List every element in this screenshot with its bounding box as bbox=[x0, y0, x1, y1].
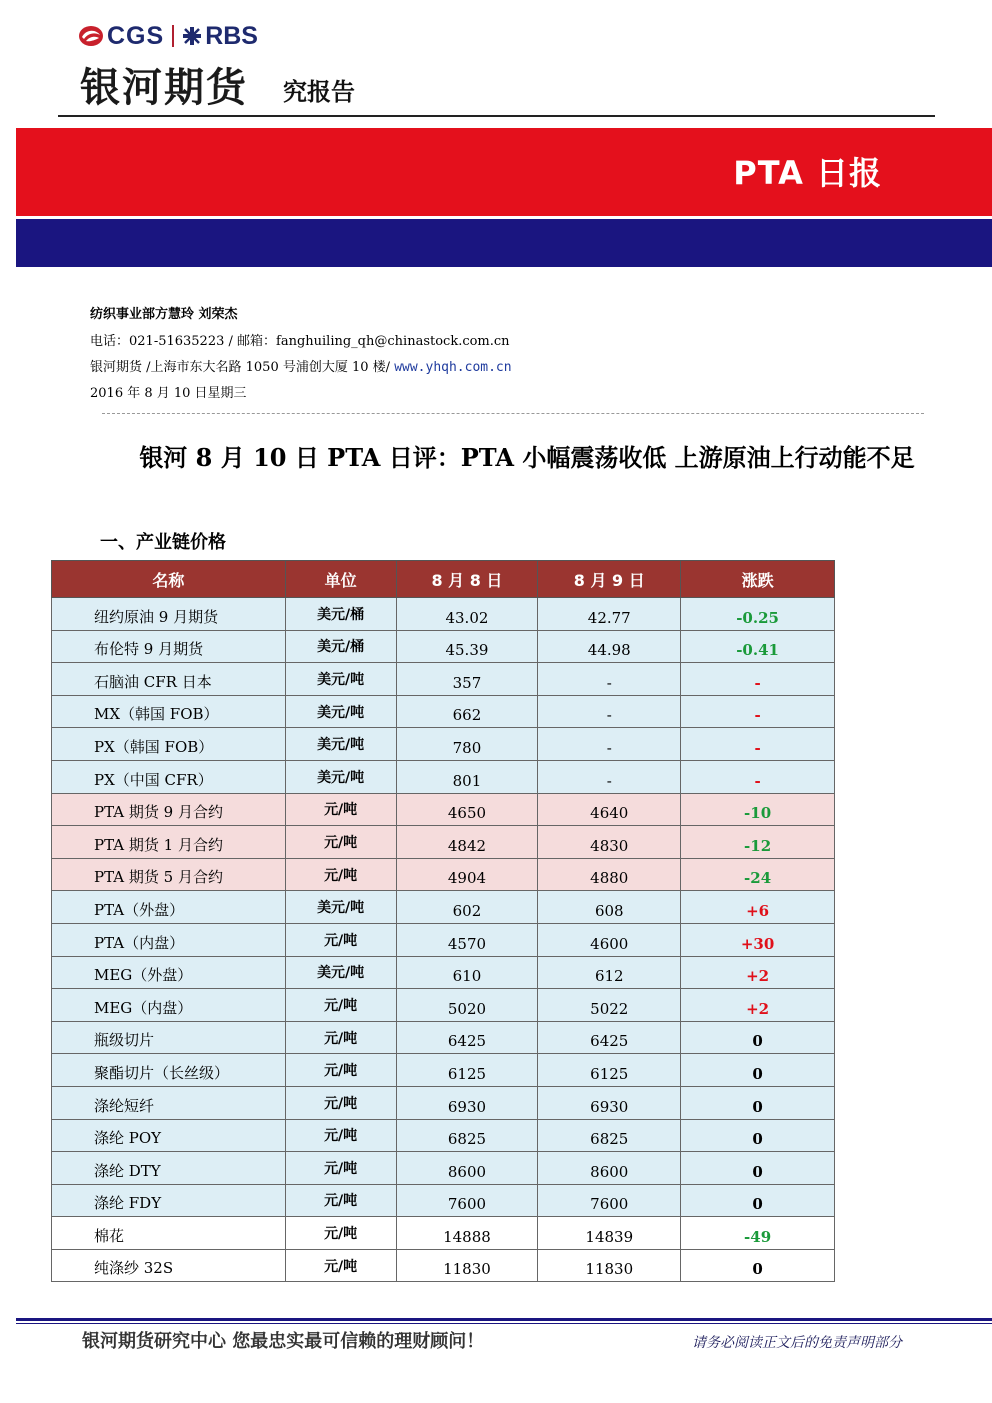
cell-date2-value: 4640 bbox=[538, 793, 681, 826]
cell-date1-value: 4570 bbox=[396, 923, 538, 956]
cell-date1-value: 801 bbox=[396, 760, 538, 793]
cell-date1-value: 780 bbox=[396, 728, 538, 761]
cell-unit: 美元/吨 bbox=[285, 956, 396, 989]
cell-name: PTA 期货 9 月合约 bbox=[52, 793, 286, 826]
cell-name: 涤纶短纤 bbox=[52, 1086, 286, 1119]
cell-change: 0 bbox=[681, 1086, 835, 1119]
cgs-swirl-icon bbox=[78, 24, 104, 48]
table-row bbox=[52, 630, 835, 663]
cell-date2-value: 4830 bbox=[538, 826, 681, 859]
cell-date2-value: 44.98 bbox=[538, 630, 681, 663]
website-link[interactable]: www.yhqh.com.cn bbox=[394, 360, 512, 375]
cell-date2-value: 6125 bbox=[538, 1054, 681, 1087]
cell-change: 0 bbox=[681, 1119, 835, 1152]
cell-name: MEG（内盘） bbox=[52, 989, 286, 1022]
cell-date2-value: 608 bbox=[538, 891, 681, 924]
cell-unit: 美元/吨 bbox=[285, 760, 396, 793]
address-text: 银河期货 /上海市东大名路 1050 号浦创大厦 10 楼/ bbox=[90, 360, 395, 375]
header-name: 名称 bbox=[52, 561, 286, 598]
table-row bbox=[52, 1021, 835, 1054]
cell-date2-value: 6425 bbox=[538, 1021, 681, 1054]
table-row bbox=[52, 1184, 835, 1217]
rbs-mark-icon bbox=[182, 26, 202, 46]
cell-date2-value: 11830 bbox=[538, 1249, 681, 1282]
cell-name: PX（韩国 FOB） bbox=[52, 728, 286, 761]
cell-change: - bbox=[681, 760, 835, 793]
cell-change: 0 bbox=[681, 1249, 835, 1282]
report-title: PTA 日报 bbox=[733, 154, 882, 192]
cell-date2-value: - bbox=[538, 760, 681, 793]
cell-date1-value: 357 bbox=[396, 663, 538, 696]
cell-date1-value: 6930 bbox=[396, 1086, 538, 1119]
cell-name: PTA（内盘） bbox=[52, 923, 286, 956]
cell-date1-value: 43.02 bbox=[396, 598, 538, 631]
cell-name: 涤纶 POY bbox=[52, 1119, 286, 1152]
cell-unit: 美元/吨 bbox=[285, 891, 396, 924]
cell-change: -49 bbox=[681, 1217, 835, 1250]
table-row bbox=[52, 989, 835, 1022]
cell-date1-value: 45.39 bbox=[396, 630, 538, 663]
cell-unit: 元/吨 bbox=[285, 1054, 396, 1087]
cell-change: -0.25 bbox=[681, 598, 835, 631]
price-table-body bbox=[52, 598, 835, 1282]
cell-name: 布伦特 9 月期货 bbox=[52, 630, 286, 663]
table-row bbox=[52, 1217, 835, 1250]
header-unit: 单位 bbox=[285, 561, 396, 598]
cell-change: 0 bbox=[681, 1184, 835, 1217]
cell-date1-value: 11830 bbox=[396, 1249, 538, 1282]
cell-unit: 元/吨 bbox=[285, 923, 396, 956]
cell-name: 石脑油 CFR 日本 bbox=[52, 663, 286, 696]
cell-name: PTA 期货 5 月合约 bbox=[52, 858, 286, 891]
cell-name: PX（中国 CFR） bbox=[52, 760, 286, 793]
cell-date1-value: 14888 bbox=[396, 1217, 538, 1250]
cell-name: PTA（外盘） bbox=[52, 891, 286, 924]
cell-date2-value: 8600 bbox=[538, 1152, 681, 1185]
cell-date2-value: 6825 bbox=[538, 1119, 681, 1152]
cell-change: - bbox=[681, 728, 835, 761]
cell-unit: 元/吨 bbox=[285, 989, 396, 1022]
table-row bbox=[52, 793, 835, 826]
cell-date2-value: 7600 bbox=[538, 1184, 681, 1217]
cell-name: 纽约原油 9 月期货 bbox=[52, 598, 286, 631]
cell-name: 棉花 bbox=[52, 1217, 286, 1250]
cell-name: 聚酯切片（长丝级） bbox=[52, 1054, 286, 1087]
price-table bbox=[51, 560, 835, 1282]
table-row bbox=[52, 598, 835, 631]
cell-date2-value: 612 bbox=[538, 956, 681, 989]
cell-date2-value: - bbox=[538, 663, 681, 696]
cell-name: 瓶级切片 bbox=[52, 1021, 286, 1054]
cell-change: -0.41 bbox=[681, 630, 835, 663]
cell-unit: 美元/桶 bbox=[285, 598, 396, 631]
cell-unit: 美元/桶 bbox=[285, 630, 396, 663]
cell-unit: 美元/吨 bbox=[285, 695, 396, 728]
report-date: 2016 年 8 月 10 日星期三 bbox=[90, 386, 247, 401]
cell-date1-value: 662 bbox=[396, 695, 538, 728]
table-row bbox=[52, 1152, 835, 1185]
cell-change: 0 bbox=[681, 1054, 835, 1087]
header-change: 涨跌 bbox=[681, 561, 835, 598]
cell-unit: 元/吨 bbox=[285, 826, 396, 859]
section-title: 一、产业链价格 bbox=[100, 532, 226, 553]
cell-date2-value: 14839 bbox=[538, 1217, 681, 1250]
cell-change: +30 bbox=[681, 923, 835, 956]
cell-date1-value: 4904 bbox=[396, 858, 538, 891]
cell-change: +6 bbox=[681, 891, 835, 924]
cell-unit: 美元/吨 bbox=[285, 728, 396, 761]
footer-rule-thick bbox=[16, 1318, 992, 1321]
cell-date2-value: - bbox=[538, 728, 681, 761]
cell-change: -10 bbox=[681, 793, 835, 826]
address-line bbox=[90, 356, 512, 375]
table-row bbox=[52, 1249, 835, 1282]
cell-date2-value: 4600 bbox=[538, 923, 681, 956]
cell-name: 涤纶 FDY bbox=[52, 1184, 286, 1217]
cell-unit: 元/吨 bbox=[285, 793, 396, 826]
cell-unit: 元/吨 bbox=[285, 1184, 396, 1217]
cell-unit: 元/吨 bbox=[285, 1119, 396, 1152]
cell-change: 0 bbox=[681, 1021, 835, 1054]
cell-date1-value: 8600 bbox=[396, 1152, 538, 1185]
cell-unit: 元/吨 bbox=[285, 858, 396, 891]
cell-change: - bbox=[681, 663, 835, 696]
cell-date2-value: 6930 bbox=[538, 1086, 681, 1119]
cell-unit: 元/吨 bbox=[285, 1152, 396, 1185]
cell-unit: 元/吨 bbox=[285, 1249, 396, 1282]
header-date2: 8 月 9 日 bbox=[538, 561, 681, 598]
cell-date1-value: 6825 bbox=[396, 1119, 538, 1152]
cell-unit: 元/吨 bbox=[285, 1021, 396, 1054]
cell-date1-value: 7600 bbox=[396, 1184, 538, 1217]
cell-date1-value: 4650 bbox=[396, 793, 538, 826]
report-type-label: 究报告 bbox=[283, 78, 355, 106]
cell-change: - bbox=[681, 695, 835, 728]
banner-blue-band bbox=[16, 219, 992, 267]
cell-date1-value: 4842 bbox=[396, 826, 538, 859]
cell-date1-value: 5020 bbox=[396, 989, 538, 1022]
logo-cgs-text: CGS bbox=[107, 21, 165, 50]
table-row bbox=[52, 891, 835, 924]
table-row bbox=[52, 1086, 835, 1119]
footer-rule-thin bbox=[16, 1323, 992, 1324]
logo-divider bbox=[172, 25, 174, 47]
cell-change: 0 bbox=[681, 1152, 835, 1185]
table-row bbox=[52, 663, 835, 696]
table-row bbox=[52, 923, 835, 956]
table-row bbox=[52, 956, 835, 989]
table-row bbox=[52, 858, 835, 891]
table-header-row bbox=[52, 561, 835, 598]
brand-name: 银河期货 bbox=[80, 65, 248, 111]
cell-date1-value: 6425 bbox=[396, 1021, 538, 1054]
cell-name: 涤纶 DTY bbox=[52, 1152, 286, 1185]
table-row bbox=[52, 1119, 835, 1152]
table-row bbox=[52, 728, 835, 761]
cell-name: 纯涤纱 32S bbox=[52, 1249, 286, 1282]
cell-change: -12 bbox=[681, 826, 835, 859]
cell-date1-value: 602 bbox=[396, 891, 538, 924]
cell-date2-value: 4880 bbox=[538, 858, 681, 891]
cell-name: PTA 期货 1 月合约 bbox=[52, 826, 286, 859]
cell-date2-value: 5022 bbox=[538, 989, 681, 1022]
footer-slogan: 银河期货研究中心 您最忠实最可信赖的理财顾问！ bbox=[82, 1331, 485, 1352]
cell-name: MEG（外盘） bbox=[52, 956, 286, 989]
cell-date1-value: 610 bbox=[396, 956, 538, 989]
cell-change: -24 bbox=[681, 858, 835, 891]
cell-date1-value: 6125 bbox=[396, 1054, 538, 1087]
cell-date2-value: - bbox=[538, 695, 681, 728]
cell-name: MX（韩国 FOB） bbox=[52, 695, 286, 728]
headline: 银河 8 月 10 日 PTA 日评：PTA 小幅震荡收低 上游原油上行动能不足 bbox=[139, 443, 915, 472]
cell-change: +2 bbox=[681, 956, 835, 989]
cell-unit: 美元/吨 bbox=[285, 663, 396, 696]
table-row bbox=[52, 695, 835, 728]
table-row bbox=[52, 826, 835, 859]
dashed-divider bbox=[102, 413, 924, 414]
cell-unit: 元/吨 bbox=[285, 1217, 396, 1250]
header-date1: 8 月 8 日 bbox=[396, 561, 538, 598]
table-row bbox=[52, 1054, 835, 1087]
cell-change: +2 bbox=[681, 989, 835, 1022]
table-row bbox=[52, 760, 835, 793]
company-logo bbox=[78, 22, 258, 50]
contact-line: 电话：021-51635223 / 邮箱：fanghuiling_qh@chinastock.com.cn bbox=[90, 334, 510, 349]
cell-unit: 元/吨 bbox=[285, 1086, 396, 1119]
logo-rbs-text: RBS bbox=[205, 21, 258, 50]
cell-date2-value: 42.77 bbox=[538, 598, 681, 631]
header-divider bbox=[58, 115, 935, 117]
author-line: 纺织事业部方慧玲 刘荣杰 bbox=[90, 307, 238, 322]
footer-disclaimer-note: 请务必阅读正文后的免责声明部分 bbox=[692, 1335, 902, 1351]
